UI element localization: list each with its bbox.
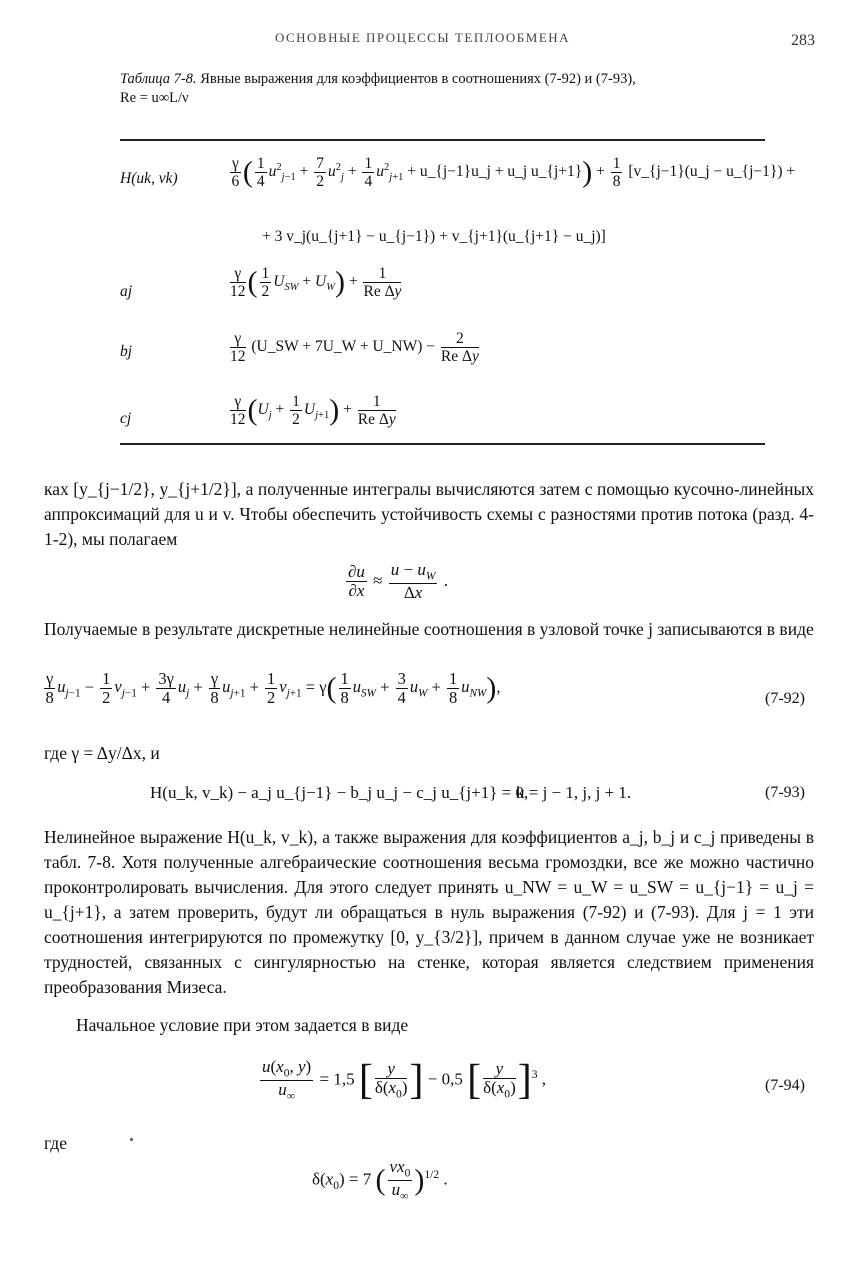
table-row-label-b: bj: [120, 343, 133, 360]
running-title: ОСНОВНЫЕ ПРОЦЕССЫ ТЕПЛООБМЕНА: [274, 30, 571, 45]
table-caption: [120, 70, 810, 108]
paragraph-3: где γ = Δy/Δx, и: [44, 743, 160, 763]
table-caption-label: Таблица 7-8.: [120, 71, 197, 87]
table-row-label-a: aj: [120, 283, 133, 300]
table-row-label-H: H(uk, vk): [120, 170, 178, 187]
equation-7-92: $\frac{\gamma}{8}$ $u_{j-1}$ − $\frac{1}{2}$ $v_{j-1}$ + $\frac{3\gamma}{4}$ $u_j$ + $\frac{\gamma}{8}$ $u_{j+1}$ + $\frac{1}{2}$ $v_{j+1} = \gamma$( $\frac{1}{8}$ $u_{SW}$ + $\frac{3}{4}$ $u_W$ + $\frac{1}{8}$ $u_{NW}$),: [45, 669, 501, 708]
eq94-coef1: 1,5: [333, 1069, 355, 1089]
paragraph-1: ках [y_{j−1/2}, y_{j+1/2}], а полученные интегралы вычисляются затем с помощью кусочно-линейных аппроксимаций для u и v. Чтобы обеспечить устойчивость схемы с разностями против потока (разд. 4-1-2), мы полагаем: [44, 479, 814, 549]
paragraph-4: Нелинейное выражение H(u_k, v_k), а также выражения для коэффициентов a_j, b_j и c_j приведены в табл. 7-8. Хотя полученные алгебраические соотношения весьма громоздки, все же можно частично проконтролировать вычисления. Для этого следует принять u_NW = u_W = u_SW = u_{j−1} = u_j = u_{j+1}, а затем проверить, будут ли обращаться в нуль выражения (7-92) и (7-93). Для j = 1 эти соотношения интегрируются по промежутку [0, y_{3/2}], причем в данном случае уже не возникает трудностей, связанных с сингулярностью на стенке, которая является следствием применения преобразования Мизеса.: [44, 827, 814, 997]
table-row-expr-H-line2: + 3 v_j(u_{j+1} − u_{j−1}) + v_{j+1}(u_{j+1} − u_j)]: [262, 228, 606, 245]
delta-coef: 7: [362, 1169, 372, 1189]
equation-upwind: $\frac{\partial u}{\partial x}$ ≈ $\frac{u - u_W}{\Delta x}$ .: [348, 560, 448, 603]
table-bottom-rule: [120, 443, 765, 445]
page-number: 283: [791, 32, 815, 49]
table-row-expr-b: $\frac{\gamma}{12}$ (U_SW + 7U_W + U_NW) − $\frac{2}{\text{Re Δy}}$: [230, 330, 479, 366]
equation-7-93-k: k = j − 1, j, j + 1.: [516, 783, 632, 802]
b-expr-main: (U_SW + 7U_W + U_NW) −: [251, 338, 436, 356]
paragraph-5: Начальное условие при этом задается в виде: [76, 1015, 409, 1035]
H-expr-line1-bracket: [v_{j−1}(u_j − u_{j−1}) +: [628, 163, 796, 181]
paragraph-6: где: [44, 1133, 67, 1153]
eq94-coef2: 0,5: [441, 1069, 463, 1089]
equation-7-94-number: (7-94): [765, 1077, 805, 1094]
table-top-rule: [120, 139, 765, 141]
table-caption-re: Re = u∞L/ν: [120, 90, 189, 106]
equation-7-94: $\frac{u(x_0, y)}{u_\infty}$ = 1,5 [ $\frac{y}{\delta(x_0)}$ ] − 0,5 [ $\frac{y}{\delta(x_0)}$ ]$^3$ ,: [262, 1057, 547, 1104]
equation-delta: $\delta(x_0) = 7$ ( $\frac{\nu x_0}{u_\infty}$ )$^{1/2}$ .: [312, 1157, 448, 1203]
H-expr-line1-tail: + u_{j−1}u_j + u_j u_{j+1}: [407, 163, 583, 181]
delta-exp: 1/2: [424, 1167, 440, 1181]
table-row-expr-c: $\frac{\gamma}{12}$ ($U_j$ + $\frac{1}{2}$ $U_{j+1}$) + $\frac{1}{\text{Re Δy}}$: [230, 393, 396, 429]
equation-7-93-body: H(u_k, v_k) − a_j u_{j−1} − b_j u_j − c_j u_{j+1} = 0,: [150, 783, 529, 802]
table-row-label-c: cj: [120, 410, 132, 427]
speck-mark: [130, 1138, 133, 1141]
paragraph-2: Получаемые в результате дискретные нелинейные соотношения в узловой точке j записываются в виде: [44, 619, 814, 639]
equation-7-92-number: (7-92): [765, 690, 805, 707]
table-row-expr-a: $\frac{\gamma}{12}$ ( $\frac{1}{2}$ $U_{SW} + U_W$) + $\frac{1}{\text{Re Δy}}$: [230, 265, 402, 301]
table-row-expr-H: $\frac{\gamma}{6}$ ( $\frac{1}{4}$ $u^2_{j-1}$ + $\frac{7}{2}$ $u^2_j$ + $\frac{1}{4}$ $u^2_{j+1}$ + u_{j−1}u_j + u_j u_{j+1}) + $\frac{1}{8}$ [v_{j−1}(u_j − u_{j−1}) +: [231, 155, 796, 191]
table-caption-text: Явные выражения для коэффициентов в соотношениях (7-92) и (7-93),: [200, 71, 636, 87]
equation-7-93-number: (7-93): [765, 784, 805, 801]
